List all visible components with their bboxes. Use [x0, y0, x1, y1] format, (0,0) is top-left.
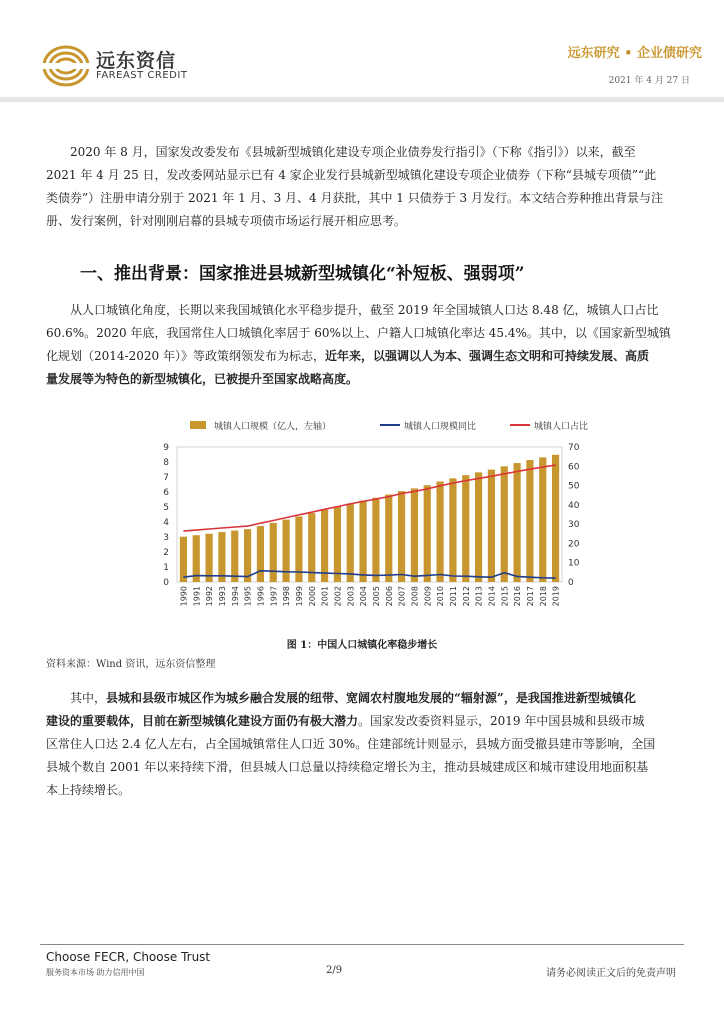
right-tick-label: 50	[568, 481, 580, 492]
paragraph-line: 本上持续增长。	[46, 783, 131, 797]
bar	[449, 478, 456, 582]
legend-swatch	[190, 421, 206, 429]
right-tick-label: 20	[568, 539, 580, 550]
company-logo	[42, 44, 192, 88]
bar	[513, 463, 520, 582]
left-tick-label: 7	[163, 473, 169, 483]
x-tick-label: 2016	[513, 586, 523, 607]
right-tick-label: 10	[568, 558, 580, 569]
x-tick-label: 2005	[371, 586, 381, 607]
paragraph-line: 从人口城镇化角度，长期以来我国城镇化水平稳步提升，截至 2019 年全国城镇人口达 8.48 亿，城镇人口占比	[70, 303, 659, 317]
paragraph-line: 区常住人口达 2.4 亿人左右，占全国城镇常住人口近 30%。住建部统计则显示，县城方面受撤县建市等影响，全国	[46, 737, 656, 751]
series-line	[183, 571, 555, 578]
x-axis	[179, 586, 560, 606]
left-tick-label: 5	[163, 503, 169, 513]
x-tick-label: 2003	[346, 586, 356, 607]
x-tick-label: 2012	[461, 586, 471, 607]
footer-divider	[40, 944, 684, 945]
bar	[180, 537, 187, 582]
x-tick-label: 1993	[217, 586, 227, 607]
chart-legend	[190, 420, 588, 432]
paragraph-line: 县城个数自 2001 年以来持续下滑，但县城人口总量以持续稳定增长为主，推动县城建成区和城市建设用地面积基	[46, 760, 649, 774]
paragraph-line	[46, 710, 680, 733]
x-tick-label: 2010	[436, 586, 446, 607]
x-tick-label: 2008	[410, 586, 420, 607]
bar	[359, 501, 366, 582]
bar	[347, 503, 354, 582]
text-span: 化规划（2014-2020 年）》等政策纲领发布为标志，	[46, 349, 325, 363]
right-tick-label: 0	[568, 578, 574, 588]
footer-slogan: Choose FECR, Choose Trust	[46, 950, 211, 964]
bar	[424, 485, 431, 582]
right-tick-label: 30	[568, 520, 580, 531]
x-tick-label: 2011	[448, 586, 458, 607]
bar	[205, 534, 212, 582]
figure-caption: 图 1：中国人口城镇化率稳步增长	[286, 640, 438, 651]
text-span: 其中，	[70, 691, 107, 705]
bar	[308, 513, 315, 582]
x-tick-label: 2014	[487, 586, 497, 607]
right-tick-label: 70	[568, 443, 580, 453]
x-tick-label: 1995	[243, 586, 253, 607]
section2-paragraph	[46, 687, 680, 802]
x-tick-label: 1999	[294, 586, 304, 607]
bar	[372, 498, 379, 582]
bold-text-span: 近年来，以强调以人为本、强调生态文明和可持续发展、高质	[324, 349, 649, 363]
left-tick-label: 1	[163, 563, 169, 573]
x-tick-label: 1990	[179, 586, 189, 607]
bold-text-span: 县城和县级市城区作为城乡融合发展的纽带、宽阔农村腹地发展的“辐射源”，是我国推进新型城镇化	[106, 691, 636, 705]
left-tick-label: 4	[163, 518, 169, 528]
left-tick-label: 6	[163, 488, 169, 498]
x-tick-label: 2015	[500, 586, 510, 607]
bold-text-span: 量发展等为特色的新型城镇化，已被提升至国家战略高度。	[46, 372, 359, 386]
bar	[552, 455, 559, 582]
bar	[488, 470, 495, 582]
x-tick-label: 1996	[256, 586, 266, 607]
x-tick-label: 2001	[320, 586, 330, 607]
x-tick-label: 1994	[230, 586, 240, 607]
intro-line: 2021 年 4 月 25 日，发改委网站显示已有 4 家企业发行县城新型城镇化建设专项企业债券（下称“县城专项债”“此	[46, 168, 657, 182]
line-series	[183, 465, 555, 578]
x-tick-label: 1992	[205, 586, 215, 607]
series-line	[183, 465, 555, 531]
bar	[270, 523, 277, 582]
x-tick-label: 1991	[192, 586, 202, 607]
bar	[257, 526, 264, 582]
bar	[501, 466, 508, 582]
bar	[411, 488, 418, 582]
x-tick-label: 2002	[333, 586, 343, 607]
x-tick-label: 1997	[269, 586, 279, 607]
x-tick-label: 2017	[525, 586, 535, 607]
page-header	[0, 0, 724, 104]
urbanization-chart	[40, 412, 680, 637]
x-tick-label: 2007	[397, 586, 407, 607]
bar	[231, 531, 238, 582]
paragraph-line: 60.6%。2020 年底，我国常住人口城镇化率居于 60%以上、户籍人口城镇化率达 45.4%。其中，以《国家新型城镇	[46, 326, 671, 340]
intro-line: 册、发行案例，针对刚刚启幕的县城专项债市场运行展开相应思考。	[46, 214, 407, 228]
x-tick-label: 1998	[282, 586, 292, 607]
right-tick-label: 40	[568, 500, 580, 511]
bar	[385, 495, 392, 582]
bar	[398, 491, 405, 582]
x-tick-label: 2004	[359, 586, 369, 607]
legend-label: 城镇人口占比	[534, 422, 589, 432]
bar	[218, 532, 225, 582]
bar	[436, 482, 443, 583]
bar	[462, 475, 469, 582]
section1-paragraph	[46, 299, 680, 391]
page-number: 2/9	[326, 965, 343, 976]
logo-icon	[42, 44, 90, 88]
left-tick-label: 8	[163, 458, 169, 468]
section-heading: 一、推出背景：国家推进县城新型城镇化“补短板、强弱项”	[80, 264, 525, 284]
paragraph-line	[46, 687, 680, 710]
x-tick-label: 2018	[538, 586, 548, 607]
intro-line: 类债券”）注册申请分别于 2021 年 1 月、3 月、4 月获批，其中 1 只债券于 3 月发行。本文结合券种推出背景与注	[46, 191, 663, 205]
paragraph-line	[46, 345, 680, 368]
bar	[475, 472, 482, 582]
left-axis	[163, 443, 169, 588]
bar	[526, 460, 533, 582]
right-tick-label: 60	[568, 462, 580, 473]
text-span: 。国家发改委资料显示，2019 年中国县城和县级市城	[358, 714, 645, 728]
x-tick-label: 2009	[423, 586, 433, 607]
bar	[244, 529, 251, 582]
bold-text-span: 建设的重要载体，目前在新型城镇化建设方面仍有极大潜力	[46, 714, 359, 728]
logo-text-cn: 远东资信	[96, 50, 177, 72]
report-brand: 远东研究 • 企业债研究	[567, 46, 702, 61]
x-tick-label: 2000	[307, 586, 317, 607]
left-tick-label: 0	[163, 578, 169, 588]
x-tick-label: 2006	[384, 586, 394, 607]
left-tick-label: 2	[163, 548, 169, 558]
left-tick-label: 9	[163, 443, 169, 453]
right-axis	[568, 443, 580, 588]
legend-label: 城镇人口规模（亿人，左轴）	[214, 422, 332, 432]
header-divider	[0, 97, 724, 102]
figure-source: 资料来源：Wind 资讯，远东资信整理	[46, 659, 216, 670]
x-tick-label: 2013	[474, 586, 484, 607]
x-tick-label: 2019	[551, 586, 561, 607]
intro-paragraph	[46, 141, 680, 233]
bar	[334, 507, 341, 582]
bar	[539, 457, 546, 582]
bar	[321, 510, 328, 582]
report-date: 2021 年 4 月 27 日	[608, 76, 690, 86]
footer-disclaimer: 请务必阅读正文后的免责声明	[546, 968, 676, 979]
paragraph-line	[46, 368, 680, 391]
logo-text-en: FAREAST CREDIT	[96, 70, 188, 81]
intro-line: 2020 年 8 月，国家发改委发布《县城新型城镇化建设专项企业债券发行指引》（下称《指引》）以来，截至	[70, 145, 636, 159]
bar	[282, 520, 289, 582]
left-tick-label: 3	[163, 533, 169, 543]
footer-tagline: 服务资本市场 助力信用中国	[46, 968, 145, 977]
legend-label: 城镇人口规模同比	[404, 422, 477, 432]
